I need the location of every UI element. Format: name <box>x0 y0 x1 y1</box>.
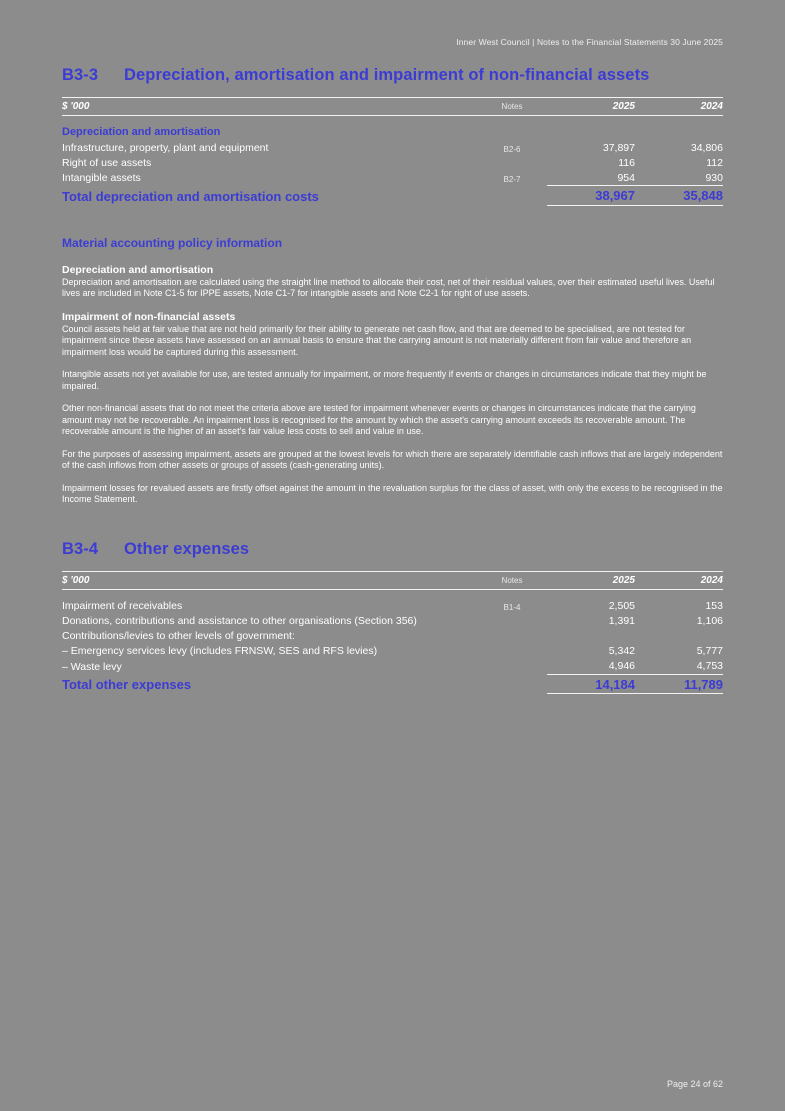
section-title-b3-4: Other expenses <box>124 539 250 558</box>
row-label: – Emergency services levy (includes FRNSW, SES and RFS levies) <box>62 645 378 657</box>
column-header-year-2025: 2025 <box>547 571 635 589</box>
policy-paragraph: Impairment losses for revalued assets are firstly offset against the amount in the revaluation surplus for the class of asset, with only the excess to be recognised in the Income Statement. <box>62 482 723 504</box>
column-header-year-2025: 2025 <box>547 98 635 116</box>
total-label: Total depreciation and amortisation costs <box>62 188 319 204</box>
row-label: Infrastructure, property, plant and equipment <box>62 141 269 154</box>
row-value-2025: 4,946 <box>608 660 635 672</box>
row-note-ref[interactable]: B2-6 <box>503 144 521 154</box>
row-note-ref[interactable]: B2-7 <box>503 175 521 184</box>
policy-paragraph: Depreciation and amortisation are calculated using the straight line method to allocate their cost, net of their residual values, over their estimated useful lives. Useful lives are included in Note C1-5 for IPPE assets, Note C1-7 for intangible assets and Note C2-1 for right of use assets. <box>62 276 715 298</box>
row-value-2025: 954 <box>617 171 635 184</box>
subheading-impairment: Impairment of non-financial assets <box>62 310 236 323</box>
table-row <box>62 599 723 614</box>
table-header-row <box>62 98 723 116</box>
total-value-2024: 11,789 <box>635 674 723 694</box>
row-note-ref <box>477 614 547 629</box>
row-value-2024: 930 <box>705 171 723 184</box>
policy-paragraph: Council assets held at fair value that are not held primarily for their ability to generate net cash flow, and that are deemed to be specialised, are not tested for impairment since these assets have assessed on an annual basis to ensure that the carrying amount is not materially different from fair value and therefore an impairment loss would be captured during this assessment. <box>62 323 692 357</box>
column-header-notes: Notes <box>477 571 547 589</box>
row-value-2025: 116 <box>618 156 635 169</box>
row-label: Right of use assets <box>62 156 152 169</box>
table-row <box>62 614 723 629</box>
table-row <box>62 155 723 170</box>
document-header: Inner West Council | Notes to the Financial Statements 30 June 2025 <box>456 37 723 47</box>
row-label: Impairment of receivables <box>62 600 183 612</box>
column-header-units: $ '000 <box>62 98 477 116</box>
column-header-year-2024: 2024 <box>635 98 723 116</box>
row-label: Donations, contributions and assistance to other organisations (Section 356) <box>62 615 417 627</box>
row-label: – Waste levy <box>62 660 122 673</box>
table-group-heading <box>62 116 723 141</box>
row-value-2025: 1,391 <box>608 615 635 627</box>
section-number-b3-3: B3-3 <box>62 66 99 84</box>
policy-paragraph: For the purposes of assessing impairment, assets are grouped at the lowest levels for which there are separately identifiable cash inflows that are largely independent of the cash inflows from other assets or groups of assets (cash-generating units). <box>62 448 723 470</box>
table-row <box>62 170 723 186</box>
page-number-footer: Page 24 of 62 <box>666 1079 723 1089</box>
total-value-2025: 14,184 <box>547 674 635 694</box>
policy-heading: Material accounting policy information <box>62 235 283 250</box>
table-row <box>62 140 723 155</box>
column-header-units: $ '000 <box>62 571 477 589</box>
section-heading-b3-3 <box>62 66 723 85</box>
section-number-b3-4: B3-4 <box>62 539 99 558</box>
row-value-2024 <box>635 629 723 644</box>
subheading-depreciation-amortisation: Depreciation and amortisation <box>62 263 214 276</box>
row-note-ref <box>477 644 547 659</box>
row-value-2025: 2,505 <box>608 600 635 612</box>
total-value-2024: 35,848 <box>635 186 723 206</box>
row-value-2025: 37,897 <box>602 141 635 154</box>
depreciation-table <box>62 97 723 206</box>
table-total-row <box>62 186 723 206</box>
row-value-2024: 112 <box>706 156 723 169</box>
row-value-2025: 5,342 <box>608 645 635 657</box>
row-value-2024: 4,753 <box>696 660 723 672</box>
section-title-b3-3: Depreciation, amortisation and impairment of non-financial assets <box>124 66 650 84</box>
row-value-2024: 34,806 <box>690 141 723 154</box>
row-note-ref <box>477 155 547 170</box>
section-b3-4 <box>62 540 723 695</box>
table-row <box>62 659 723 675</box>
other-expenses-table <box>62 571 723 695</box>
row-label: Intangible assets <box>62 172 141 184</box>
policy-paragraph: Intangible assets not yet available for use, are tested annually for impairment, or more frequently if events or changes in circumstances indicate that they might be impaired. <box>62 369 707 391</box>
row-note-ref <box>477 659 547 675</box>
row-note-ref[interactable]: B1-4 <box>503 603 521 612</box>
group-label: Depreciation and amortisation <box>62 126 221 138</box>
policy-paragraph: Other non-financial assets that do not meet the criteria above are tested for impairment whenever events or changes in circumstances indicate that the carrying amount may not be recoverable. An impairment loss is recognised for the amount by which the asset's carrying amount exceeds its recoverable amount. The recoverable amount is the higher of an asset's fair value less costs to sell and value in use. <box>62 403 696 436</box>
table-row <box>62 644 723 659</box>
section-heading-b3-4 <box>62 540 723 559</box>
row-label: Contributions/levies to other levels of government: <box>62 630 295 642</box>
table-total-row <box>62 674 723 694</box>
row-value-2025 <box>547 629 635 644</box>
column-header-notes: Notes <box>477 98 547 116</box>
row-value-2024: 153 <box>705 600 723 612</box>
row-note-ref <box>477 629 547 644</box>
column-header-year-2024: 2024 <box>635 571 723 589</box>
table-spacer-row <box>62 589 723 599</box>
total-label: Total other expenses <box>62 677 192 692</box>
table-header-row <box>62 571 723 589</box>
row-value-2024: 5,777 <box>696 645 723 657</box>
table-row <box>62 629 723 644</box>
row-value-2024: 1,106 <box>696 615 723 627</box>
total-value-2025: 38,967 <box>547 186 635 206</box>
